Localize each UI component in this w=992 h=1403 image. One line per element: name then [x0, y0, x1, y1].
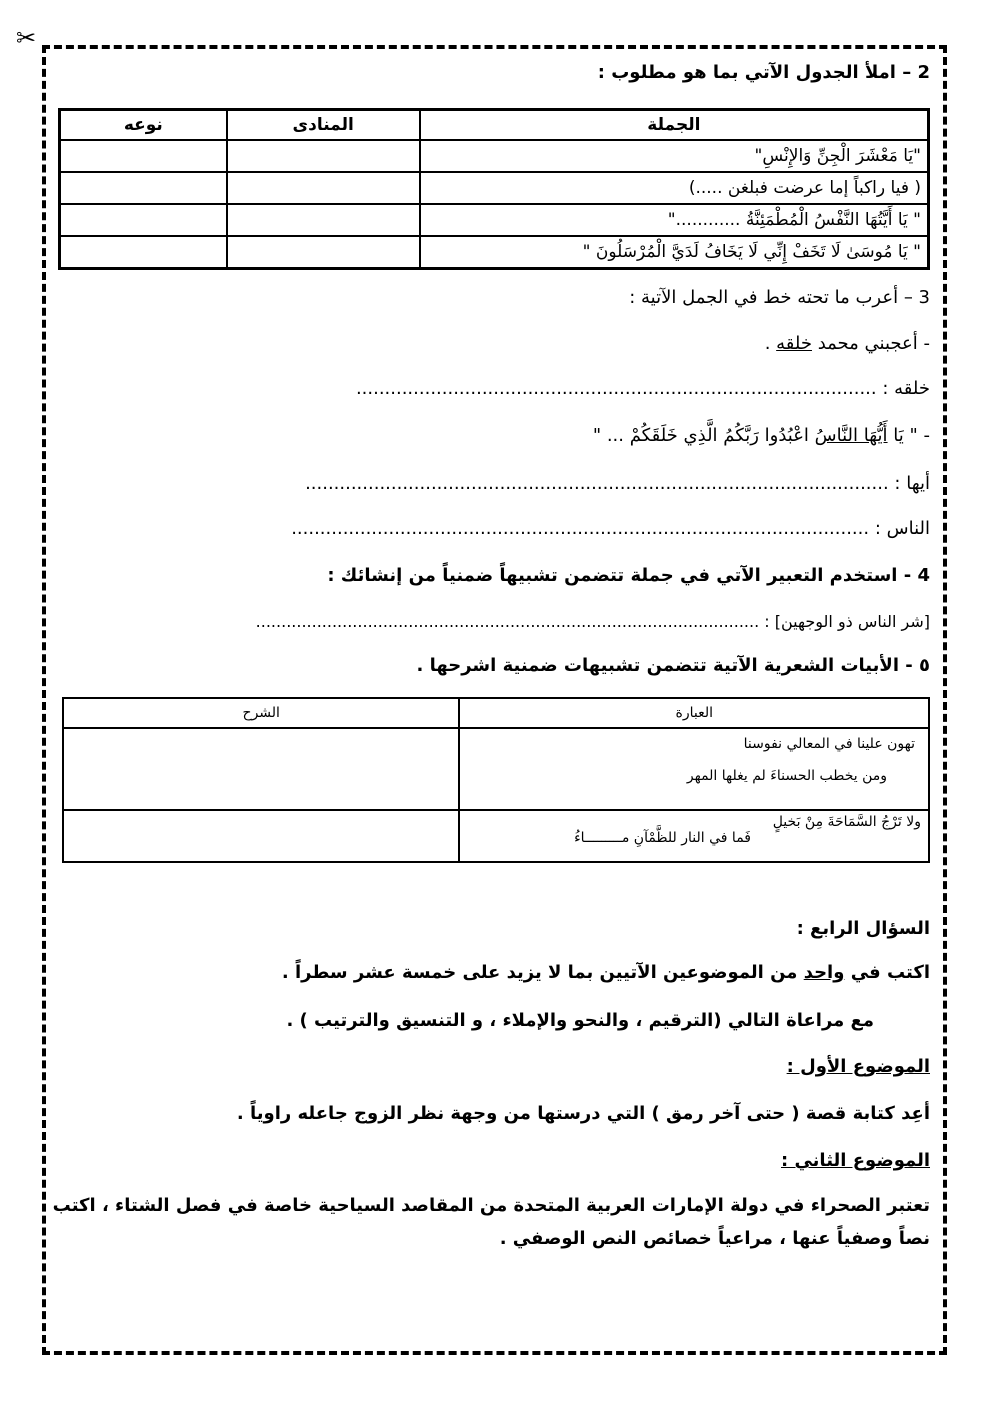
q3-answer-1[interactable]	[356, 378, 930, 399]
underlined-word: خلقه	[776, 333, 812, 354]
vocative-answer-cell[interactable]	[227, 204, 420, 236]
writing-instruction	[282, 962, 930, 983]
verse-line-1: ولا تَرْجُ السَّمَاحَةَ مِنْ بَخيلٍ	[772, 814, 921, 830]
sentence-end: اعْبُدُوا رَبَّكُمُ الَّذِي خَلَقَكُمْ ... "	[592, 425, 815, 446]
type-answer-cell[interactable]	[60, 236, 227, 269]
type-answer-cell[interactable]	[60, 204, 227, 236]
sentence-cell: ( فيا راكباً إما عرضت فبلغن .....)	[420, 172, 929, 204]
q2-table	[58, 108, 930, 270]
q3-answer-3[interactable]	[291, 518, 930, 539]
instruction-text: من الموضوعين الآتيين بما لا يزيد على خمسة عشر سطراً .	[281, 962, 804, 983]
answer-label: أيها :	[894, 473, 930, 494]
answer-label: الناس :	[874, 518, 930, 539]
underlined-word: أَيُّهَا النَّاسُ	[814, 425, 888, 446]
vocative-answer-cell[interactable]	[227, 172, 420, 204]
answer-blank[interactable]: ......................................................................................................	[305, 473, 889, 494]
verse-line-2: ومن يخطب الحسناءَ لم يغلها المهر	[686, 768, 887, 784]
topic-1-text: أعِد كتابة قصة ( حتى آخر رمق ) التي درستها من وجهة نظر الزوج جاعله راوياً .	[236, 1103, 930, 1124]
q3-sentence-2	[593, 425, 930, 446]
type-answer-cell[interactable]	[60, 172, 227, 204]
scissors-icon: ✂	[16, 24, 37, 52]
q3-answer-2[interactable]	[305, 473, 930, 494]
table-row	[63, 810, 929, 862]
vocative-answer-cell[interactable]	[227, 140, 420, 172]
vocative-answer-cell[interactable]	[227, 236, 420, 269]
q2-title: 2 – املأ الجدول الآتي بما هو مطلوب :	[597, 62, 930, 83]
topic-2-text-line-1: تعتبر الصحراء في دولة الإمارات العربية المتحدة من المقاصد السياحية خاصة في فصل الشتاء ، اكتب	[52, 1195, 930, 1216]
underlined-word: واحد	[803, 962, 845, 983]
verse-line-2: فَما في النار للظَّمْآنِ مـــــــــاءُ	[574, 830, 751, 846]
table-header-row	[63, 698, 929, 728]
sentence-end: .	[764, 333, 777, 354]
explanation-answer-cell[interactable]	[63, 728, 459, 810]
answer-label: خلقه :	[882, 378, 930, 399]
q3-sentence-1	[765, 333, 930, 354]
fourth-question-title: السؤال الرابع :	[796, 918, 930, 939]
answer-blank[interactable]: ...................................................................................................	[255, 612, 760, 631]
q4-expression[interactable]	[256, 612, 930, 631]
topic-2-title: الموضوع الثاني :	[781, 1150, 930, 1171]
topic-1-title: الموضوع الأول :	[786, 1056, 930, 1077]
header-sentence: الجملة	[420, 110, 929, 141]
header-phrase: العبارة	[459, 698, 929, 728]
header-vocative: المنادى	[227, 110, 420, 141]
writing-note: مع مراعاة التالي (الترقيم ، والنحو والإملاء ، و التنسيق والترتيب ) .	[286, 1010, 874, 1031]
instruction-text: اكتب في	[844, 962, 930, 983]
answer-blank[interactable]: ...........................................................................................	[355, 378, 877, 399]
sentence-cell: " يَا مُوسَىٰ لَا تَخَفْ إِنِّي لَا يَخَافُ لَدَيَّ الْمُرْسَلُونَ "	[420, 236, 929, 269]
sentence-cell: "يَا مَعْشَرَ الْجِنِّ وَالإِنْسِ"	[420, 140, 929, 172]
q4-title: 4 - استخدم التعبير الآتي في جملة تتضمن تشبيهاً ضمنياً من إنشائك :	[327, 565, 930, 586]
header-type: نوعه	[60, 110, 227, 141]
q5-title: ٥ - الأبيات الشعرية الآتية تتضمن تشبيهات ضمنية اشرحها .	[416, 655, 930, 676]
header-explanation: الشرح	[63, 698, 459, 728]
table-row	[60, 204, 929, 236]
table-row	[63, 728, 929, 810]
verse-cell	[459, 728, 929, 810]
table-header-row	[60, 110, 929, 141]
table-row	[60, 172, 929, 204]
expression-text: [شر الناس ذو الوجهين] :	[764, 612, 930, 631]
answer-blank[interactable]: .....................................................................................................	[291, 518, 870, 539]
table-row	[60, 140, 929, 172]
verse-cell	[459, 810, 929, 862]
q5-table	[62, 697, 930, 863]
sentence-text: - أعجبني محمد	[811, 333, 930, 354]
type-answer-cell[interactable]	[60, 140, 227, 172]
verse-line-1: تهون علينا في المعالي نفوسنا	[743, 736, 915, 752]
q3-title: 3 – أعرب ما تحته خط في الجمل الآتية :	[629, 287, 930, 308]
table-row	[60, 236, 929, 269]
sentence-text: - " يَا	[887, 425, 930, 446]
topic-2-text-line-2: نصاً وصفياً عنها ، مراعياً خصائص النص الوصفي .	[499, 1228, 930, 1249]
explanation-answer-cell[interactable]	[63, 810, 459, 862]
sentence-cell: " يَا أَيَّتُهَا النَّفْسُ الْمُطْمَئِنَّةُ ............"	[420, 204, 929, 236]
